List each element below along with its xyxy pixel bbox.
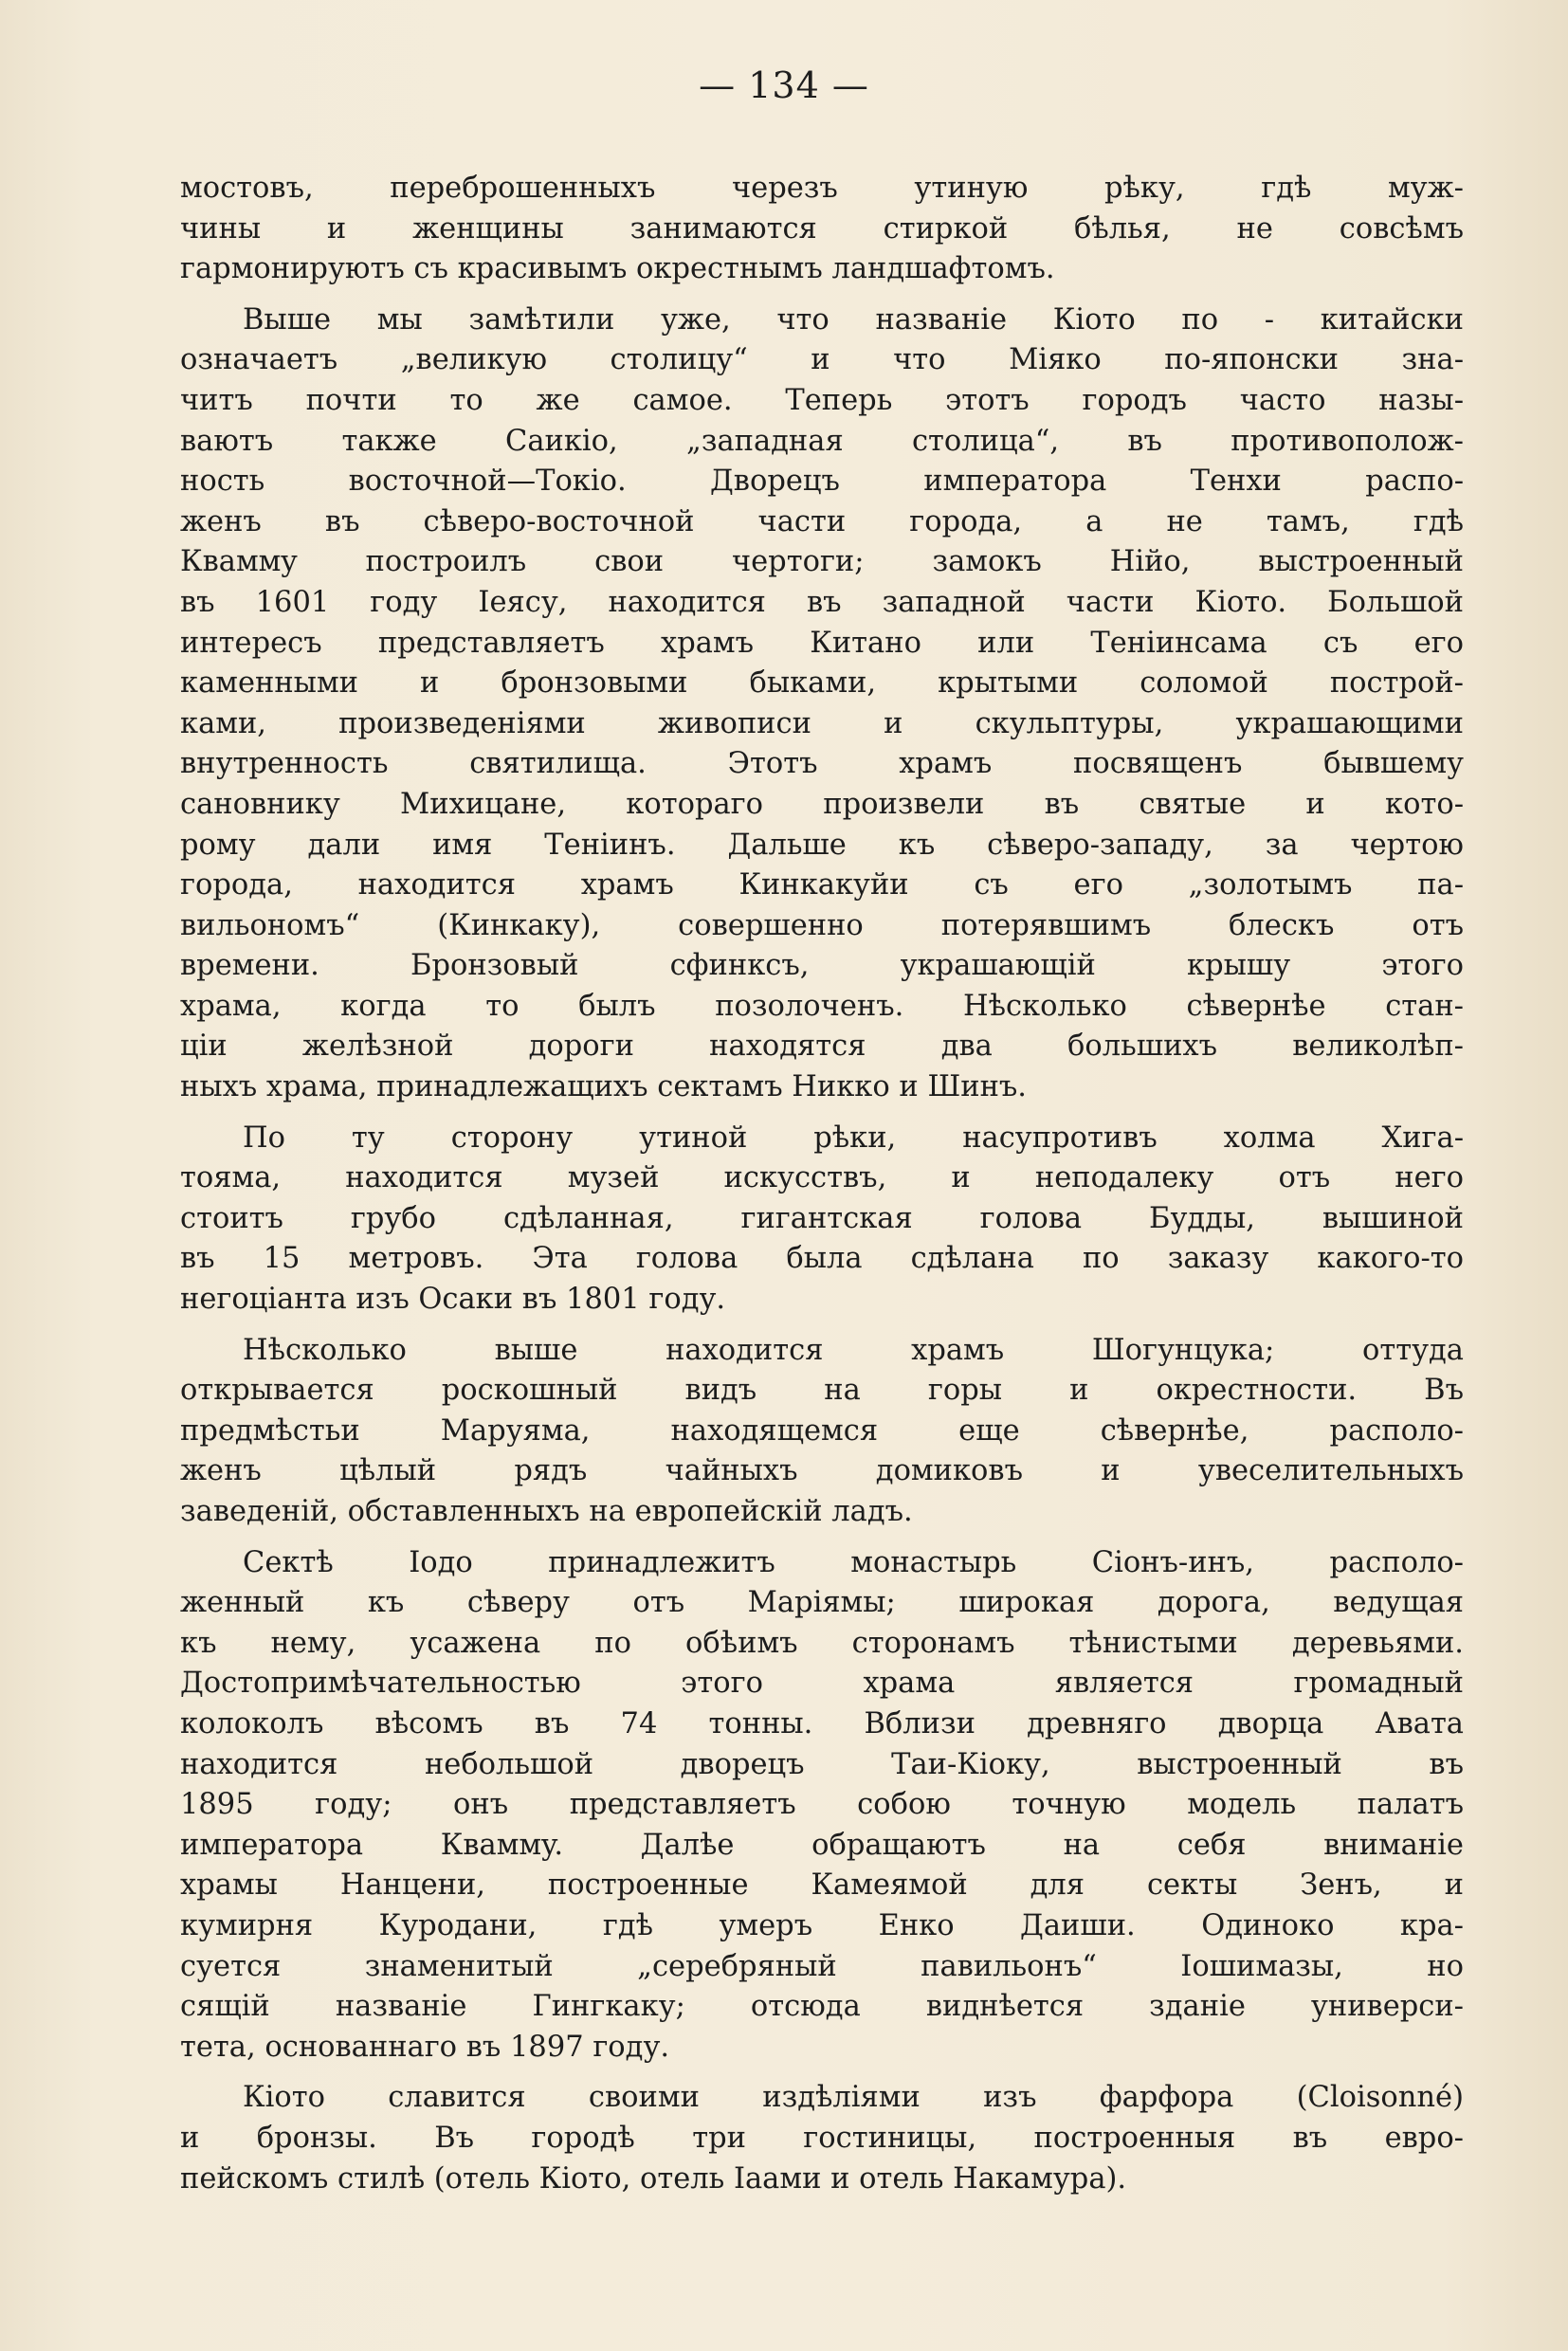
paragraph-gap: [180, 290, 1464, 301]
text-line: колоколъ вѣсомъ въ 74 тонны. Вблизи древняго дворца Авата: [180, 1706, 1464, 1740]
text-line: императора Кваммy. Далѣе обращаютъ на себя вниманiе: [180, 1828, 1464, 1862]
text-line: негоцiанта изъ Осаки въ 1801 году.: [180, 1283, 726, 1317]
text-line: ваютъ также Саикiо, „западная столица“, въ противополож-: [180, 424, 1464, 458]
text-line: цiи желѣзной дороги находятся два большихъ великолѣп-: [180, 1030, 1464, 1064]
text-line: вильономъ“ (Кинкаку), совершенно потерявшимъ блескъ отъ: [180, 908, 1464, 942]
text-line: тояма, находится музей искусствъ, и неподалеку отъ него: [180, 1161, 1464, 1195]
paragraph-gap: [180, 1321, 1464, 1331]
text-line: По ту сторону утиной рѣки, насупротивъ холма Хига-: [243, 1121, 1464, 1155]
text-line: къ нему, усажена по обѣимъ сторонамъ тѣнистыми деревьями.: [180, 1626, 1464, 1660]
page-text: [180, 169, 1464, 2199]
paragraph: [180, 301, 1464, 1108]
text-line: кумирня Куродани, гдѣ умеръ Енко Даиши. Одиноко кра-: [180, 1908, 1464, 1942]
page-number: — 134 —: [699, 64, 869, 106]
text-line: Выше мы замѣтили уже, что названiе Кiото по - китайски: [243, 302, 1464, 337]
text-line: каменными и бронзовыми быками, крытыми соломой построй-: [180, 666, 1464, 701]
text-line: ками, произведенiями живописи и скульптуры, украшающими: [180, 706, 1464, 740]
text-line: мостовъ, переброшенныхъ черезъ утиную рѣку, гдѣ муж-: [180, 172, 1464, 205]
text-line: рому дали имя Тенiинъ. Дальше къ сѣверо-западу, за чертою: [180, 828, 1464, 862]
text-line: женный къ сѣверу отъ Марiямы; широкая дорога, ведущая: [180, 1586, 1464, 1620]
text-line: въ 1601 году Iеясу, находится въ западной части Кiото. Большой: [180, 585, 1464, 619]
paragraph-gap: [180, 2068, 1464, 2078]
text-line: 1895 году; онъ представляетъ собою точную модель палатъ: [180, 1788, 1464, 1822]
text-line: тета, основаннаго въ 1897 году.: [180, 2030, 670, 2064]
paragraph: [180, 169, 1464, 290]
paragraph: [180, 1119, 1464, 1321]
text-line: Сектѣ Iодо принадлежитъ монастырь Сiонъ-инъ, располо-: [243, 1545, 1464, 1579]
text-line: Нѣсколько выше находится храмъ Шогунцука; оттуда: [243, 1333, 1464, 1367]
text-line: находится небольшой дворецъ Таи-Кiоку, выстроенный въ: [180, 1747, 1464, 1781]
paragraph: [180, 1543, 1464, 2069]
text-line: заведенiй, обставленныхъ на европейскiй ладъ.: [180, 1495, 913, 1528]
text-line: стоитъ грубо сдѣланная, гигантская голова Будды, вышиной: [180, 1201, 1464, 1235]
text-line: суется знаменитый „серебряный павильонъ“ Iошимазы, но: [180, 1949, 1464, 1983]
text-line: времени. Бронзовый сфинксъ, украшающiй крышу этого: [180, 949, 1464, 983]
text-line: внутренность святилища. Этотъ храмъ посвященъ бывшему: [180, 747, 1464, 781]
text-line: сящiй названiе Гингкаку; отсюда виднѣется зданiе универси-: [180, 1990, 1464, 2024]
paragraph-gap: [180, 1108, 1464, 1119]
text-line: интересъ представляетъ храмъ Китано или Тенiинсама съ его: [180, 626, 1464, 660]
text-line: сановнику Михицане, котораго произвели въ святые и кото-: [180, 787, 1464, 821]
paragraph: [180, 2078, 1464, 2199]
text-line: Кiото славится своими издѣлiями изъ фарфора (Cloisonné): [243, 2081, 1464, 2115]
text-line: города, находится храмъ Кинкакуйи съ его „золотымъ па-: [180, 868, 1464, 902]
text-line: женъ въ сѣверо-восточной части города, а не тамъ, гдѣ: [180, 504, 1464, 538]
text-line: чины и женщины занимаются стиркой бѣлья, не совсѣмъ: [180, 211, 1464, 246]
text-line: въ 15 метровъ. Эта голова была сдѣлана по заказу какого-то: [180, 1242, 1464, 1276]
text-line: читъ почти то же самое. Теперь этотъ городъ часто назы-: [180, 383, 1464, 417]
text-line: Достопримѣчательностью этого храма является громадный: [180, 1667, 1464, 1701]
text-line: ныхъ храма, принадлежащихъ сектамъ Никко и Шинъ.: [180, 1070, 1028, 1104]
text-line: храма, когда то былъ позолоченъ. Нѣсколько сѣвернѣе стан-: [180, 989, 1464, 1023]
paragraph-gap: [180, 1533, 1464, 1543]
text-line: ность восточной—Токiо. Дворецъ императора Тенхи распо-: [180, 465, 1464, 499]
text-line: открывается роскошный видъ на горы и окрестности. Въ: [180, 1374, 1464, 1408]
text-line: женъ цѣлый рядъ чайныхъ домиковъ и увеселительныхъ: [180, 1454, 1464, 1488]
text-line: и бронзы. Въ городѣ три гостиницы, построенныя въ евро-: [180, 2121, 1464, 2155]
text-line: означаетъ „великую столицу“ и что Мiяко по-японски зна-: [180, 343, 1464, 377]
text-line: Кваммy построилъ свои чертоги; замокъ Нiйо, выстроенный: [180, 545, 1464, 579]
paragraph: [180, 1331, 1464, 1533]
text-line: храмы Нанцени, построенные Камеямой для секты Зенъ, и: [180, 1868, 1464, 1903]
text-line: предмѣстьи Маруяма, находящемся еще сѣвернѣе, располо-: [180, 1413, 1464, 1448]
text-line: гармонируютъ съ красивымъ окрестнымъ ландшафтомъ.: [180, 252, 1055, 286]
text-line: пейскомъ стилѣ (отель Кiото, отель Iаами и отель Накамура).: [180, 2161, 1127, 2196]
